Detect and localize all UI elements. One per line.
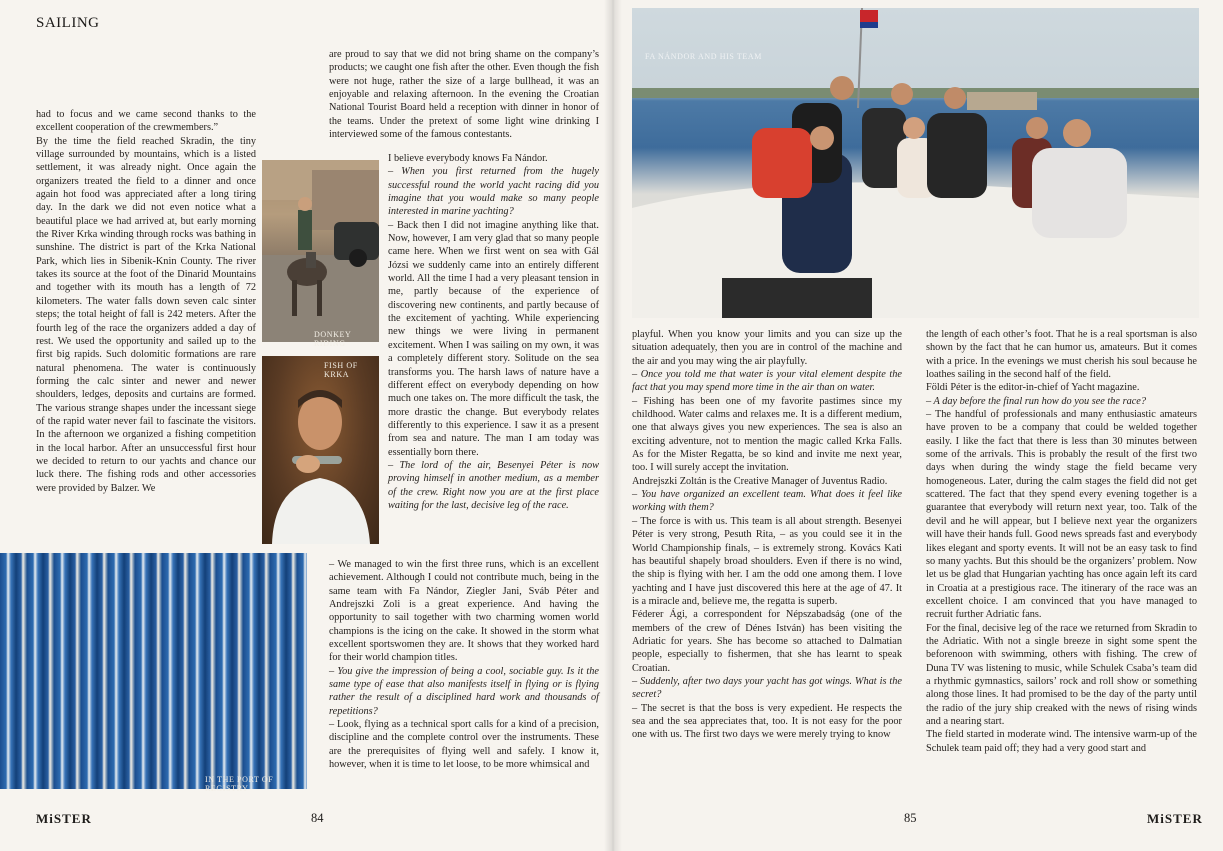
- donkey-riding-photo: [262, 160, 379, 348]
- col2-bot-3: – Look, flying as a technical sport calls for a kind of a precision, discipline and the complete control over the instruments. These are the prerequisites of flying well and safely. I know it, however, when it is time to let loose, to be more whimsical and: [329, 719, 599, 771]
- fisherman-illustration: [262, 356, 379, 544]
- donkey-caption: DONKEY RIDING: [314, 330, 352, 348]
- team-caption: FA NÁNDOR AND HIS TEAM: [645, 52, 762, 61]
- col2-bot-1: – We managed to win the first three runs, which is an excellent achievement. Although I could not contribute much, being in the same team with Fa Nándor, Ziegler Jani, Sváb Péter and Andrejszki Zoli is a great experience. And having the opportunity to sail together with two charming women world champions is the icing on the cake. It showed in the storm what excellent sportswomen they are. It shows that they worked hard for their world champion titles.: [329, 559, 599, 664]
- col4-question-1: – A day before the final run how do you see the race?: [926, 395, 1147, 407]
- column-3: [632, 328, 902, 794]
- col4-para-1: the length of each other’s foot. That he is a real sportsman is also shown by the fact that he can humor us, amateurs. But it comes with a price. In the evenings we must cherish his soul because he loathes sailing in the second half of the field.: [926, 329, 1197, 381]
- page-gutter: [604, 0, 622, 851]
- col3-para-9: – The secret is that the boss is very expedient. He respects the sea and the sea appreciates that, too. It is not easy for the poor one with us. The first two days we were merely trying to know: [632, 702, 902, 741]
- col2-question-1: – When you first returned from the hugely successful round the world yacht racing did you imagine that you would make so many people interested in marine yachting?: [388, 166, 599, 218]
- col3-question-3: – Suddenly, after two days your yacht has got wings. What is the secret?: [632, 675, 902, 701]
- col3-question-2: – You have organized an excellent team. What does it feel like working with them?: [632, 489, 902, 514]
- col3-para-1: playful. When you know your limits and you can size up the situation adequately, then you are in control of the machine and the air and you may wing the air playfully.: [632, 329, 902, 367]
- col3-para-3: – Fishing has been one of my favorite pastimes since my childhood. Water calms and relaxes me. It is a different medium, one that always gives you new experiences. The sea is also an exciting adventure, not to mention the magic called Krka Falls. As for the Mister Regatta, be so kind and invite me next year, too. I will surely accept the invitation.: [632, 395, 902, 474]
- right-page-number: 85: [904, 811, 917, 825]
- col2-mid-1: I believe everybody knows Fa Nándor.: [388, 153, 548, 164]
- column-2-top: [329, 48, 599, 154]
- col2-intro: are proud to say that we did not bring shame on the company’s products; we caught one fish after the other. Even though the fish were not huge, rather the size of a large bullhead, it was an enjoyable and relaxing afternoon. In the evening the Croatian National Tourist Board held a reception with dinner in honor of the teams. Under the pretext of some light wine drinking I interviewed some of the famous contestants.: [329, 49, 599, 141]
- col2-question-2: – The lord of the air, Besenyei Péter is now proving himself in another medium, as a member of the crew. Right now you are at the first place waiting for the last, decisive leg of the race.: [388, 459, 599, 511]
- col2-mid-3: – Back then I did not imagine anything like that. Now, however, I am very glad that so many people came here. When we first went on sea with Gál Józsi we suddenly came into an entirely different world. All the time I had a very pleasant tension in me, partly because of the experience of discovering new continents, and partly because of the excitement of yachting. While experiencing new things we were living in permanent excitement. When I was sailing on my own, it was a completely different story. Solitude on the sea transforms you. The harsh laws of nature have a different effect on everybody depending on how much one takes on. The more difficult the task, the more drastic the change. But everybody relates differently to this experience. I saw it as a present from sea and nature. The man I am today was essentially born there.: [388, 219, 599, 458]
- col3-para-7: Féderer Ági, a correspondent for Népszabadság (one of the members of the crew of Dénes István) has been visiting the Adriatic for years. She has become so attached to Dalmatian people, especially to fishermen, that she has learnt to speak Croatian.: [632, 609, 902, 674]
- port-reflection-photo: [0, 553, 307, 793]
- column-1: [36, 108, 256, 548]
- team-photo: [632, 8, 1199, 318]
- col3-para-4: Andrejszki Zoltán is the Creative Manager of Juventus Radio.: [632, 475, 888, 487]
- column-2-bottom: [329, 558, 599, 792]
- col1-para-1: had to focus and we came second thanks to the excellent cooperation of the crewmembers.”: [36, 109, 256, 134]
- col3-question-1: – Once you told me that water is your vital element despite the fact that you may spend more time in the air than on water.: [632, 369, 902, 394]
- section-title: SAILING: [36, 15, 100, 31]
- donkey-illustration: [262, 160, 379, 342]
- column-4: [926, 328, 1197, 794]
- reflection-caption: IN THE PORT OF REGISTRY: [205, 775, 274, 793]
- col4-para-5: For the final, decisive leg of the race we returned from Skradin to the Adriatic. With not a single breeze in sight some spent the beforenoon with swimming, others with fishing. The crew of Duna TV was listening to music, while Schulek Csaba’s team did a rhythmic gymnastics, sailors’ rock and roll show or something along those lines. It had promised to be the day of the party until the radio of the jury ship creaked with the news of rising winds and a nearing start.: [926, 622, 1197, 727]
- col4-para-2: Földi Péter is the editor-in-chief of Yacht magazine.: [926, 382, 1140, 394]
- left-page-number: 84: [311, 811, 324, 825]
- col3-para-6: – The force is with us. This team is all about strength. Besenyei Péter is very strong, Pesuth Rita, – as you could see it in the World Championship finals, – is extremely strong. Kovács Kati has beautiful shapely broad shoulders. Even if there is no wind, the ship is flying with her. I am the odd one among them. I love yachting and I have just discovered this here at the age of 47. It is a miracle and, believe me, the regatta is superb.: [632, 515, 902, 607]
- left-footer-logo: MiSTER: [36, 811, 92, 826]
- column-2-middle: [388, 152, 599, 556]
- col4-para-4: – The handful of professionals and many enthusiastic amateurs have proven to be a company that could be welded together easily. I like the fact that there is less than 30 minutes between some of the arrivals. This is probably the result of the first two days when during the windy stage the field became very homogeneous. Later, during the calm stages the field did not get scattered. The fact that they spend every evening together is a guarantee that everybody will return next year, too. Talk of the devil and he will appear, but I believe next year the organizers will have their hands full. Good news spreads fast and everybody likes elegant and sporty events. It will not be an easy task to find so many yachts. But this should be the organizers’ problem. Now let us be glad that Hungarian yachting has once again left its card in Croatia at a prestigious race. The itinerary of the race was an excellent choice. I am convinced that you have managed to recruit further Adriatic fans.: [926, 409, 1197, 621]
- fish-of-krka-photo: [262, 356, 379, 544]
- right-footer-logo: MiSTER: [1147, 811, 1203, 826]
- col2-question-3: – You give the impression of being a cool, sociable guy. Is it the same type of ease that also manifests itself in flying or is flying rather the result of a disciplined hard work and thousands of repetitions?: [329, 665, 599, 717]
- fish-caption: FISH OF KRKA: [324, 361, 358, 379]
- col1-para-2: By the time the field reached Skradin, the tiny village surrounded by mountains, which is a listed settlement, it was already night. Once again the organizers treated the field to a dinner and once again hot food was appreciated after a long tiring day. In the dark we did not even notice what a beautiful place we had arrived at, but early morning the River Krka winding through rocks was bathing in sunshine. The district is part of the Krka National Park, which lies in Sibenik-Knin County. The river takes its source at the foot of the Dinarid Mountains and together with its mouth has a length of 72 kilometers. The water falls down seven calc sinter steps; the total height of fall is 242 meters. After the fourth leg of the race the organizers added a day of rest. We used the opportunity and sailed up to the first big rapids. Such dolomitic formations are rare natural phenomena. The water is continuously forming the calc sinter and newer and newer shoulders, ledges, deposits and curtains are formed. The various strange shapes under the incessant siege of the rapid water never fail to fascinate the visitors. In the afternoon we organized a fishing competition in the local harbor. After an unsuccessful first hour we decided to return to our yachts and chance our luck there. The fishing rods and other accessories were provided by Balzer. We: [36, 135, 256, 494]
- col4-para-6: The field started in moderate wind. The intensive warm-up of the Schulek team paid off; they had a very good start and: [926, 729, 1197, 754]
